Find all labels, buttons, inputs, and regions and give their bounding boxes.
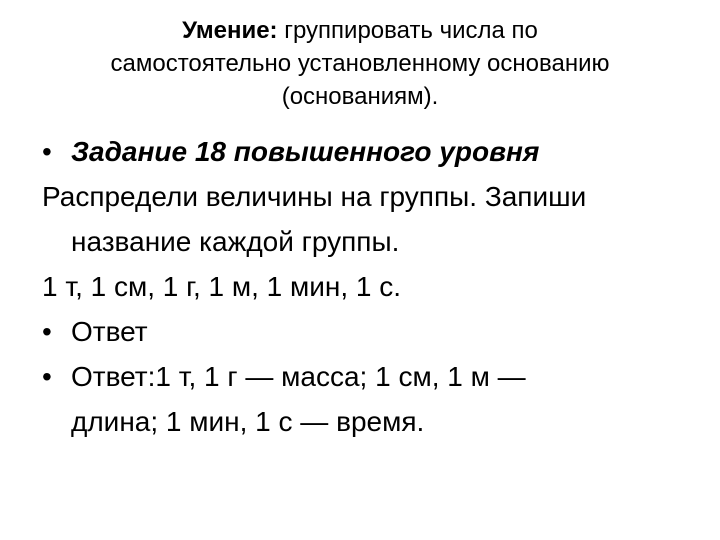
answer-label-line [42,309,702,354]
bullet-icon: • [42,361,52,392]
heading-line-1 [40,14,680,47]
instruction-line-2: название каждой группы. [71,226,400,257]
skill-text-3: (основаниям). [281,83,439,110]
bullet-icon: • [42,316,52,347]
answer-full-line-1 [42,354,702,399]
skill-text-1: группировать числа по [277,17,538,44]
slide-body [42,129,702,444]
task-title: Задание 18 повышенного уровня [71,136,540,167]
slide-heading [40,14,680,113]
bullet-icon: • [42,136,52,167]
instruction-line-1: Распредели величины на группы. Запиши [42,181,587,212]
quantities-line: 1 т, 1 см, 1 г, 1 м, 1 мин, 1 с. [42,271,402,302]
answer-full-text-1: Ответ:1 т, 1 г — масса; 1 см, 1 м — [71,361,526,392]
answer-label: Ответ [71,316,148,347]
skill-label: Умение: [182,17,278,44]
task-title-line [42,129,702,174]
skill-text-2: самостоятельно установленному основанию [110,50,610,77]
answer-full-line-2: длина; 1 мин, 1 с — время. [71,406,425,437]
